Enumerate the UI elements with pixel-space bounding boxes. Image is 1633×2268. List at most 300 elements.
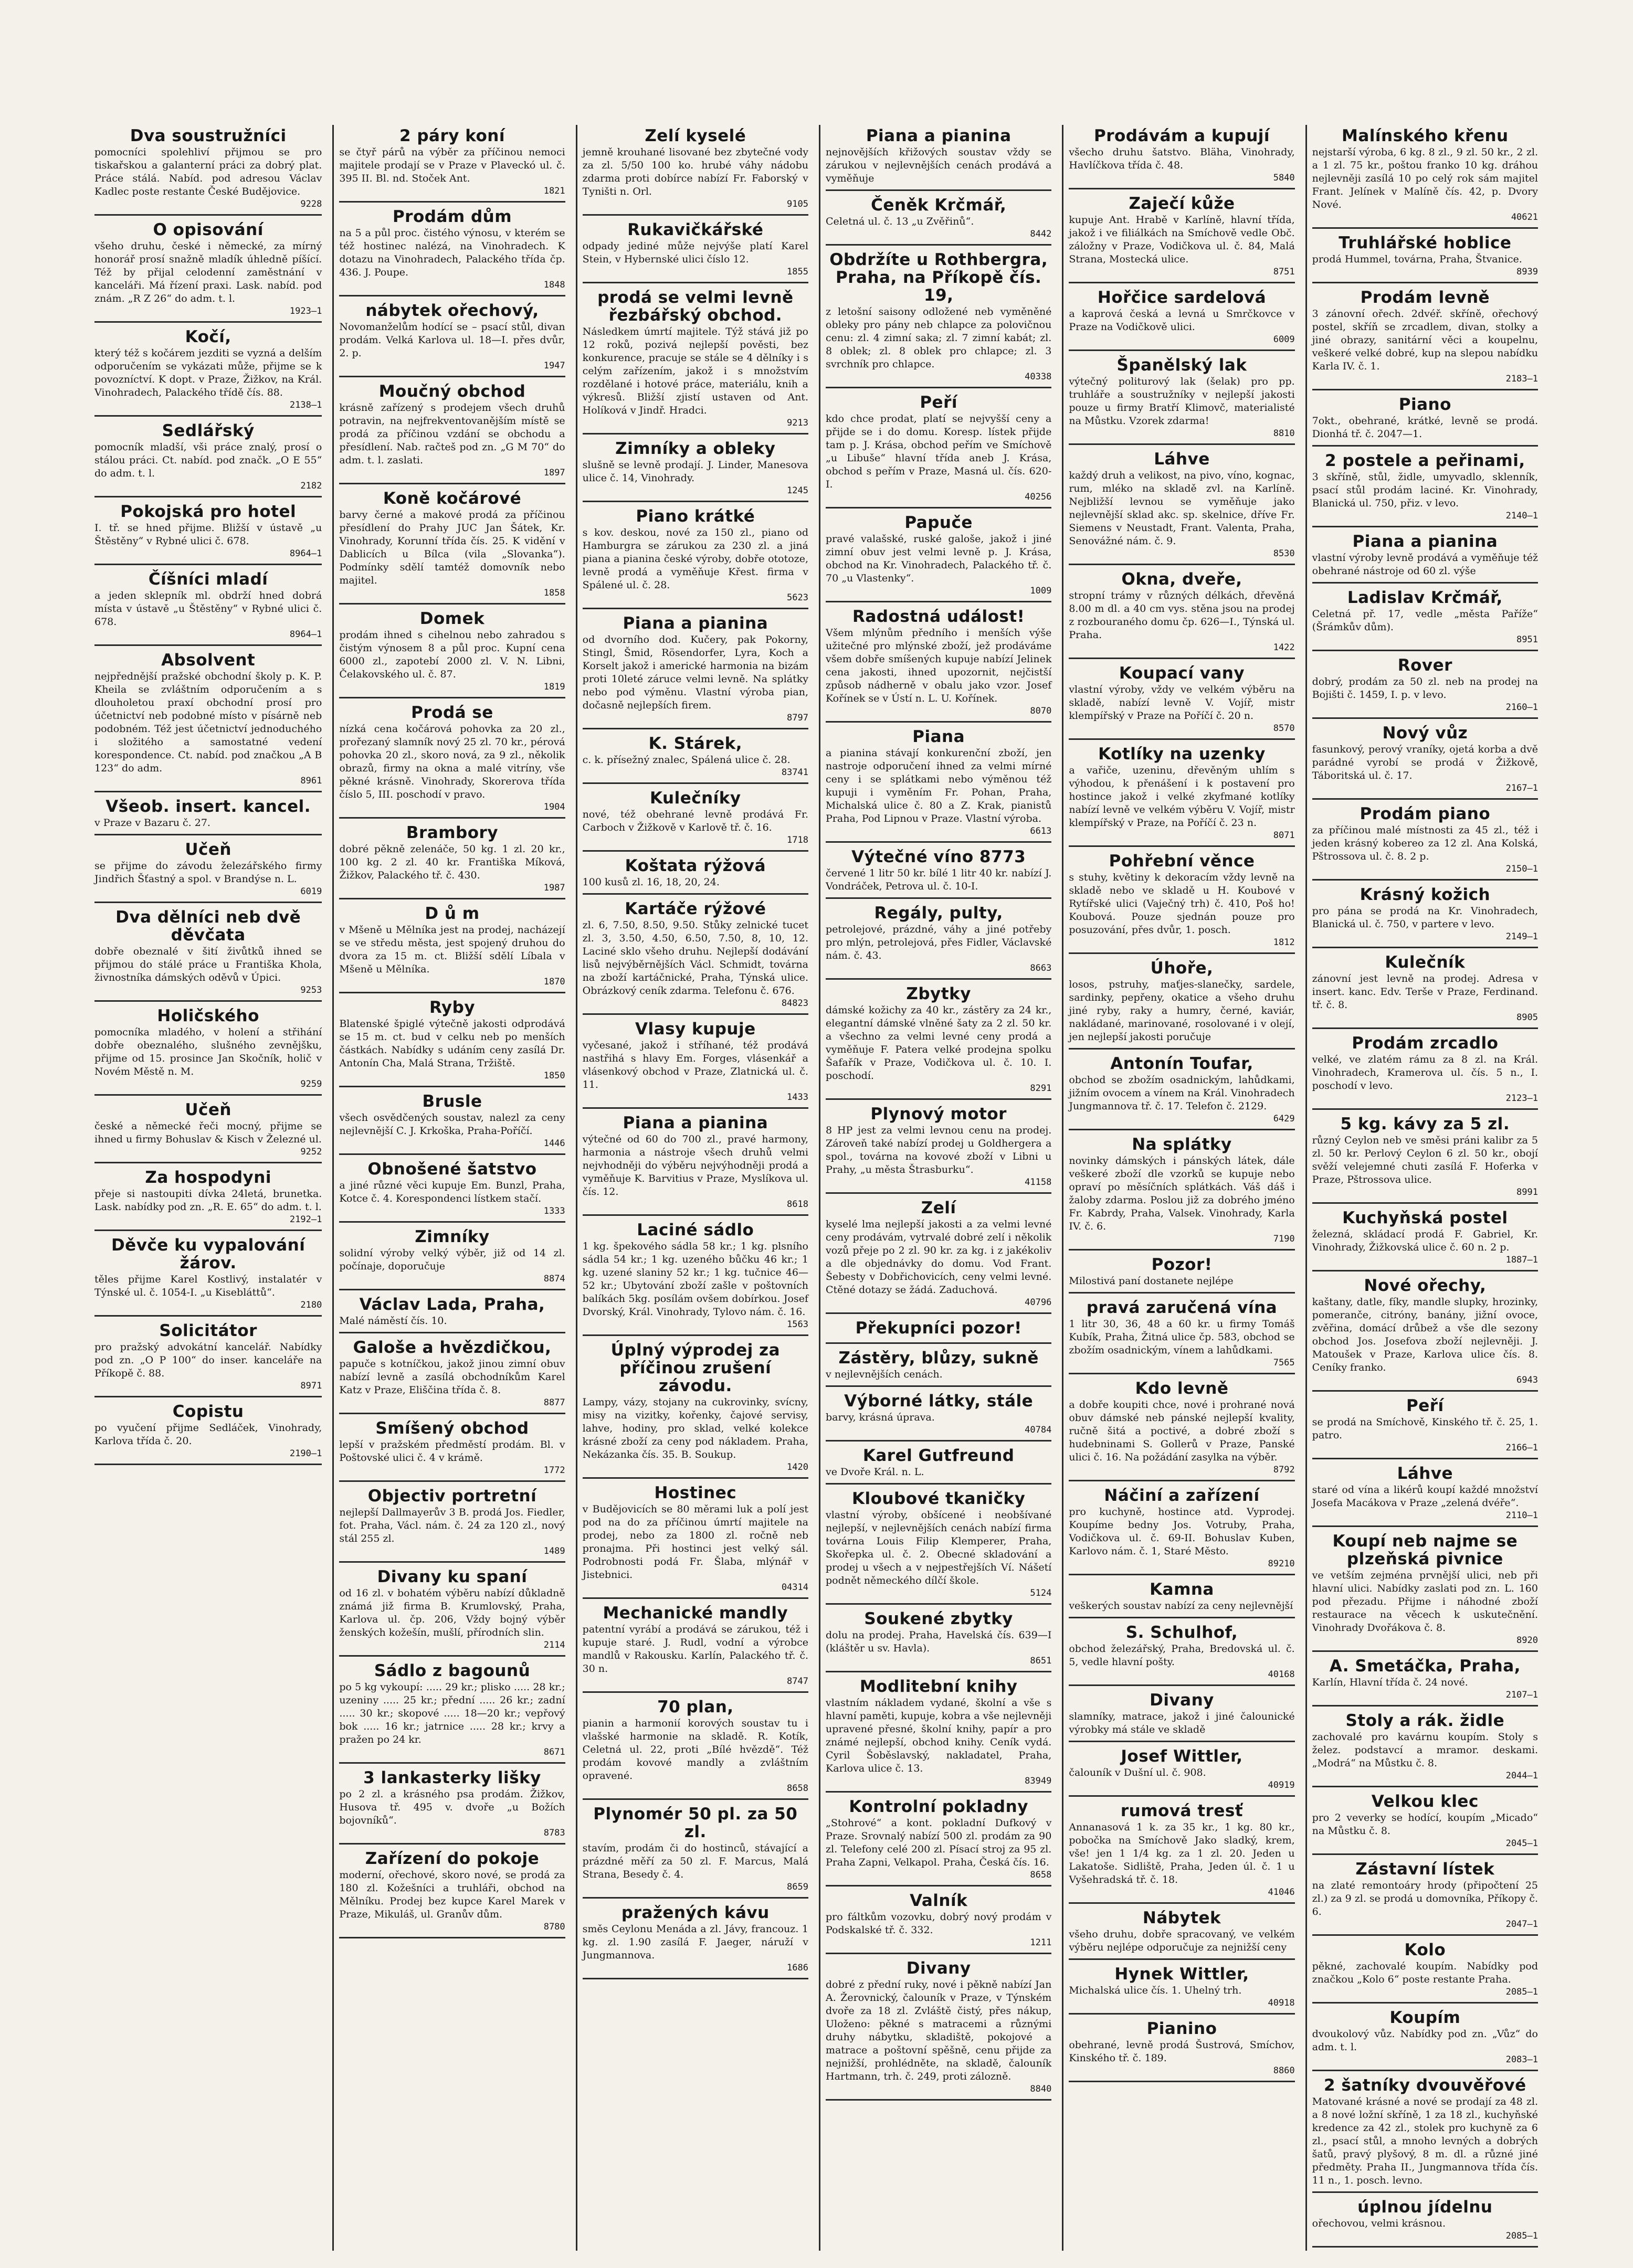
classified-ad — [826, 1317, 1051, 1344]
classified-ad — [1312, 2196, 1538, 2248]
classified-ad — [339, 206, 565, 296]
ad-heading: 2 postele a peřinami, — [1325, 451, 1525, 470]
ad-reference-number: 8751 — [1273, 267, 1295, 277]
ad-reference-number: 8971 — [300, 1381, 322, 1391]
ad-heading: Rover — [1397, 656, 1452, 675]
classified-ad — [94, 420, 322, 497]
ad-reference-number: 1009 — [1030, 586, 1052, 596]
ad-body: prodám ihned s cihelnou nebo zahradou s čistým výnosem 8 a půl proc. Kupní cena 6000 zl., zapotebí 2000 zl. V. N. Libni, Čelakovského ul. č. 87. — [339, 629, 565, 680]
ad-heading: Dva soustružníci — [130, 126, 287, 145]
ad-body: těles přijme Karel Kostlivý, instalatér v Týnské ul. č. 1054-I. „u Kisebláttů“. — [94, 1274, 322, 1298]
ad-body: Celetná ul. č. 13 „u Zvěřinů“. — [826, 216, 974, 227]
classified-ad — [339, 1566, 565, 1657]
ad-heading: Malínského křenu — [1342, 126, 1509, 145]
classified-ad — [1312, 125, 1538, 229]
classified-ad — [339, 1767, 565, 1845]
ad-reference-number: 8658 — [787, 1783, 808, 1794]
classified-ad — [1312, 1939, 1538, 2004]
classified-ad — [583, 1112, 808, 1216]
ad-heading: prodá se velmi levně řezbářský obchod. — [597, 288, 794, 325]
ad-reference-number: 89210 — [1268, 1559, 1295, 1569]
ad-reference-number: 1245 — [787, 485, 808, 496]
ad-body: výtečné od 60 do 700 zl., pravé harmony, harmonia a nástroje všech druhů velmi nejvhodněji do výběru nejvýhodněji prodá a vyměňuje K. Barvitius v Praze, Myslíkova ul. čís. 12. — [582, 1133, 808, 1197]
classified-ad — [826, 1445, 1051, 1485]
ad-reference-number: 8905 — [1516, 1012, 1538, 1023]
ad-heading: Hynek Wittler, — [1114, 1965, 1249, 1984]
ad-reference-number: 1686 — [787, 1963, 808, 1973]
classified-ad — [826, 1197, 1051, 1314]
ad-reference-number: 6943 — [1516, 1375, 1538, 1385]
ad-heading: Zařízení do pokoje — [365, 1849, 540, 1868]
ad-body: pomocníka mladého, v holení a střihání dobře obeznalého, slušného zevnějšku, přijme od 15. prosince Jan Skočník, holič v Novém Městě n. M. — [94, 1026, 322, 1077]
ad-heading: Piana a pianina — [623, 614, 768, 633]
classified-ad — [583, 505, 808, 609]
classified-ad — [1069, 1621, 1294, 1686]
ad-body: různý Ceylon neb ve směsi práni kalibr za 5 zl. 50 kr. Perlový Ceylon 6 zl. 50 kr., obojí svěží velejemné chuti zasílá F. Hoferka v Praze, Pštrossova ulice. — [1312, 1135, 1538, 1185]
ad-heading: Radostná událost! — [852, 607, 1025, 626]
ad-reference-number: 6019 — [300, 886, 322, 897]
ad-body: v Budějovicích se 80 měrami luk a polí jest pod na do za příčinou úmrtí majitele na prodej, nebo za 1800 zl. ročně neb pronajma. Při hostinci jest velký sál. Podrobnosti podá Fr. Šlaba, mlýnář v Jistebnici. — [582, 1503, 808, 1581]
classified-ad — [583, 287, 808, 434]
ad-heading: Piana a pianina — [1352, 532, 1498, 551]
ad-heading: Kotlíky na uzenky — [1098, 745, 1266, 764]
ad-reference-number: 1563 — [787, 1319, 808, 1330]
classified-ad — [583, 125, 808, 216]
ad-reference-number: 8874 — [543, 1274, 565, 1284]
classified-ad — [583, 1696, 808, 1800]
classified-ad — [339, 1158, 565, 1223]
ad-reference-number: 40784 — [1025, 1425, 1052, 1435]
classified-ad — [339, 1294, 565, 1333]
ad-body: staré od vína a likérů koupí každé množství Josefa Macákova v Praze „zelená dvéře“. — [1312, 1484, 1538, 1509]
ad-body: dvoukolový vůz. Nabídky pod zn. „Vůz“ do adm. t. l. — [1312, 2028, 1538, 2053]
ad-body: dobré pěkně zelenáče, 50 kg. 1 zl. 20 kr., 100 kg. 2 zl. 40 kr. Františka Míková, Žižkov, Palackého tř. č. 430. — [339, 843, 565, 881]
ad-reference-number: 1211 — [1030, 1937, 1052, 1948]
ad-body: stropní trámy v různých délkách, dřevěná 8.00 m dl. a 40 cm vys. stěna jsou na prodej z rozbouraného domu čp. 626—I., Týnská ul. Praha. — [1069, 590, 1295, 641]
ad-body: 100 kusů zl. 16, 18, 20, 24. — [582, 876, 720, 888]
classified-ad — [1069, 1963, 1294, 2015]
ad-heading: S. Schulhof, — [1125, 1623, 1238, 1642]
ad-reference-number: 2180 — [300, 1300, 322, 1310]
classified-ad — [339, 1660, 565, 1764]
classified-ad — [1312, 1530, 1538, 1652]
ad-heading: Pozor! — [1151, 1255, 1213, 1274]
ad-reference-number: 8291 — [1030, 1083, 1052, 1094]
ad-reference-number: 83741 — [781, 767, 808, 778]
ad-reference-number: 1422 — [1273, 642, 1295, 653]
ad-heading: Stoly a rák. židle — [1345, 1711, 1505, 1730]
ad-body: ve Dvoře Král. n. L. — [826, 1466, 924, 1478]
ad-body: odpady jediné může nejvýše platí Karel Stein, v Hybernské ulici číslo 12. — [582, 240, 808, 265]
ad-reference-number: 2085—1 — [1505, 2231, 1538, 2241]
ad-body: zachovalé pro kavárnu koupím. Stoly s želez. podstavcí a mramor. deskami. „Modrá“ na Můstku č. 8. — [1312, 1731, 1538, 1769]
classified-ad — [339, 487, 565, 605]
ad-body: který též s kočárem jezditi se vyzná a delším odporučením se vykázati může, přijme se k povozníctví. K dopt. v Praze, Žižkov, na Král. Vinohradech, Palackého třídě čís. 88. — [94, 347, 322, 398]
ad-heading: Kartáče rýžové — [625, 899, 766, 918]
classified-ad — [339, 1226, 565, 1290]
ad-heading: Zástavní lístek — [1355, 1860, 1495, 1879]
ad-heading: Kamna — [1150, 1580, 1214, 1599]
classified-ad — [339, 1337, 565, 1414]
classified-ad — [1069, 193, 1294, 283]
classified-ad — [583, 855, 808, 895]
ad-body: solidní výroby velký výběr, již od 14 zl. počínaje, doporučuje — [339, 1247, 565, 1272]
ad-body: Milostivá paní dostanete nejlépe — [1069, 1275, 1234, 1287]
ad-reference-number: 04314 — [781, 1582, 808, 1593]
classified-ad — [826, 249, 1051, 388]
ad-heading: Brambory — [406, 823, 499, 842]
classified-ad — [1312, 287, 1538, 390]
ad-reference-number: 40919 — [1268, 1780, 1295, 1790]
classified-ad — [94, 326, 322, 417]
ad-body: slušně se levně prodají. J. Linder, Manesova ulice č. 14, Vinohrady. — [582, 459, 808, 484]
classified-ad — [1312, 951, 1538, 1029]
ad-body: dolu na prodej. Praha, Havelská čís. 639—I (kláštěr u sv. Havla). — [826, 1629, 1052, 1654]
ad-heading: Výborné látky, stále — [844, 1392, 1034, 1411]
ad-reference-number: 2083—1 — [1505, 2054, 1538, 2065]
ad-reference-number: 2190—1 — [289, 1448, 322, 1459]
ad-body: po 5 kg vykoupí: ..... 29 kr.; plisko ..... 28 kr.; uzeniny ..... 25 kr.; přední ..... 26 kr.; zadní ..... 30 kr.; skopové ..... 18—20 kr.; vepřový bok ..... 16 kr.; jatrnice ..... 28 kr.; krvy a pražen po 24 kr. — [339, 1681, 565, 1745]
classified-ad — [583, 438, 808, 502]
ad-reference-number: 5623 — [787, 592, 808, 603]
ad-reference-number: 1870 — [543, 977, 565, 987]
ad-body: v Praze v Bazaru č. 27. — [94, 817, 210, 829]
ad-heading: Prodám piano — [1360, 804, 1491, 823]
ad-body: čalouník v Dušní ul. č. 908. — [1069, 1767, 1206, 1778]
classified-ad — [1069, 850, 1294, 954]
classified-ad — [1069, 1578, 1294, 1618]
ad-reference-number: 8939 — [1516, 267, 1538, 277]
ad-heading: Regály, pulty, — [874, 904, 1003, 923]
ad-heading: A. Smetáčka, Praha, — [1329, 1657, 1521, 1676]
ad-reference-number: 2123—1 — [1505, 1093, 1538, 1104]
ad-heading: Solicitátor — [159, 1321, 257, 1340]
ad-heading: O opisování — [153, 220, 264, 239]
classified-ad — [339, 300, 565, 377]
ad-reference-number: 8920 — [1516, 1635, 1538, 1646]
classified-ad — [826, 194, 1051, 246]
ad-heading: Ryby — [429, 998, 476, 1017]
ad-body: a kaprová česká a levná u Smrčkovce v Praze na Vodičkově ulici. — [1069, 308, 1295, 333]
ad-heading: Zástěry, blůzy, sukně — [838, 1349, 1039, 1368]
ad-body: obchod se zbožím osadnickým, lahůdkami, jižním ovocem a vínem na Král. Vinohradech Jungmannova tř. č. 17. Telefon č. 2129. — [1069, 1074, 1295, 1112]
ad-reference-number: 1923—1 — [289, 306, 322, 316]
ad-heading: Modlitební knihy — [859, 1677, 1018, 1696]
ad-reference-number: 8651 — [1030, 1656, 1052, 1666]
ad-body: a jiné různé věci kupuje Em. Bunzl, Praha, Kotce č. 4. Korespondenci lístkem stačí. — [339, 1180, 565, 1204]
ad-body: dobré z přední ruky, nové i pěkně nabízí Jan A. Žerovnický, čalouník v Praze, v Týnském dvoře za 18 zl. Zvláště čistý, přes nákup, Uloženo: pěkné s matracemi a různými druhy nábytku, skladiště, pokojové a matrace a poštovní spěšně, cenu přijde za nejnižší, prohlédněte, na skladě, čalouník Hartmann, trh. č. 249, proti zálozně. — [826, 1979, 1052, 2082]
ad-body: se přijme do závodu železářského firmy Jindřich Šťastný a spol. v Brandýse n. L. — [94, 860, 322, 885]
classified-ad — [339, 702, 565, 819]
ad-heading: Plynový motor — [870, 1105, 1007, 1124]
ad-heading: 2 šatníky dvouvěřové — [1323, 2076, 1526, 2095]
ad-body: pro fáltkům vozovku, dobrý nový prodám v Podskalské tř. č. 332. — [826, 1911, 1052, 1936]
classified-ad — [1312, 587, 1538, 651]
classified-ad — [583, 1902, 808, 1979]
ad-body: lepší v pražském předměstí prodám. Bl. v Poštovské ulici č. 4 v krámě. — [339, 1439, 565, 1464]
ad-heading: Soukené zbytky — [864, 1609, 1013, 1628]
ad-body: Matované krásné a nové se prodají za 48 zl. a 8 nové ložní skříně, 1 za 18 zl., kuchyňské kredence za 42 zl., stolek pro kuchyně za 6 zl., psací stůl, a mnoho levných a dobrých šatů, pravý plyšový, 8 m. dl. a různé jiné předměty. Praha II., Jungmannova třída čís. 11 n., 1. posch. levno. — [1312, 2096, 1538, 2186]
classified-ad — [94, 1099, 322, 1163]
ad-reference-number: 8810 — [1273, 428, 1295, 439]
ad-body: od 16 zl. v bohatém výběru nabízí důkladně známá již firma B. Krumlovský, Praha, Karlova ul. čp. 206, Vždy bojný výběr ženských kožešín, mušlí, přírodních slin. — [339, 1587, 565, 1638]
ad-reference-number: 1821 — [543, 186, 565, 196]
classified-ad — [826, 983, 1051, 1100]
classified-ad — [1312, 531, 1538, 584]
classified-ad — [583, 787, 808, 852]
ad-heading: Holičského — [157, 1006, 259, 1025]
classified-ad — [1312, 2007, 1538, 2071]
classified-ad — [1069, 1689, 1294, 1742]
ad-reference-number: 8071 — [1273, 830, 1295, 841]
ad-reference-number: 2107—1 — [1505, 1690, 1538, 1700]
ad-body: papuče s kotníčkou, jakož jinou zimní obuv nabízí levně a zasílá obchodníkům Karel Katz v Praze, Eliščina třída č. 8. — [339, 1358, 565, 1396]
classified-ad — [1069, 568, 1294, 659]
ad-body: vlastní výroby, vždy ve velkém výběru na skladě, nabízí levně V. Vojíř, mistr klempířský v Praze na Poříčí č. 20 n. — [1069, 684, 1295, 722]
classified-ad — [1069, 1485, 1294, 1575]
ad-body: barvy, krásná úprava. — [826, 1412, 935, 1423]
classified-ad — [1069, 125, 1294, 189]
ad-body: vyčesané, jakož i stříhané, též prodává nastřihá s hlavy Em. Forges, vlásenkář a vlásenkový obchod v Praze, Zlatnická ul. č. 11. — [582, 1040, 808, 1090]
ad-body: ořechovou, velmi krásnou. — [1312, 2218, 1446, 2229]
column-4 — [819, 125, 1057, 2251]
ad-heading: Zelí — [921, 1199, 956, 1217]
ad-reference-number: 8780 — [543, 1922, 565, 1932]
ad-reference-number: 1887—1 — [1505, 1255, 1538, 1265]
classified-ad — [826, 125, 1051, 191]
ad-body: stavím, prodám či do hostinců, stávající a prázdné měří za 50 zl. F. Marcus, Malá Strana, Besedy č. 4. — [582, 1842, 808, 1880]
classified-ad — [1312, 232, 1538, 283]
ad-heading: Prodám levně — [1360, 288, 1490, 307]
classified-ad — [583, 1018, 808, 1109]
classified-ad — [826, 1488, 1051, 1605]
ad-body: fasunkový, perový vraníky, ojetá korba a dvě parádné vyrobí se prodá v Žižkově, Táboritská ul. č. 17. — [1312, 744, 1538, 781]
ad-reference-number: 2150—1 — [1505, 864, 1538, 874]
classified-ad — [1069, 1254, 1294, 1294]
classified-ad — [1069, 957, 1294, 1050]
ad-heading: Zimníky a obleky — [615, 439, 776, 458]
classified-ad — [1312, 1710, 1538, 1787]
ad-reference-number: 8442 — [1030, 229, 1052, 239]
ad-heading: Kolo — [1404, 1941, 1446, 1959]
ad-body: 1 litr 30, 36, 48 a 60 kr. u firmy Tomáš Kubík, Praha, Žitná ulice čp. 583, obchod se zbožím osadnickým, vínem a lahůdkami. — [1069, 1318, 1295, 1356]
ad-reference-number: 9259 — [300, 1079, 322, 1089]
ad-heading: Pianino — [1146, 2019, 1217, 2038]
ad-heading: Peří — [920, 393, 957, 412]
ad-body: petrolejové, prázdné, váhy a jiné potřeby pro mlýn, petrolejová, přes Fidler, Václavské nám. č. 43. — [826, 924, 1052, 961]
ad-heading: Sádlo z bagounů — [374, 1661, 531, 1680]
ad-heading: Papuče — [904, 513, 973, 532]
column-1 — [89, 125, 327, 2251]
classified-ads-page — [89, 125, 1543, 2241]
ad-body: veškerých soustav nabízí za ceny nejlevnější — [1069, 1600, 1293, 1612]
ad-body: velké, ve zlatém rámu za 8 zl. na Král. Vinohradech, Kramerova ul. čís. 5 n., I. poschodí v levo. — [1312, 1054, 1538, 1091]
classified-ad — [583, 1803, 808, 1899]
ad-body: směs Ceylonu Menáda a zl. Jávy, francouz. 1 kg. zl. 1.90 zasílá F. Jaeger, náruží v Jungmannova. — [582, 1923, 808, 1961]
ad-heading: Děvče ku vypalování žárov. — [111, 1236, 305, 1273]
classified-ad — [583, 1602, 808, 1693]
classified-ad — [94, 219, 322, 323]
ad-reference-number: 8747 — [787, 1676, 808, 1687]
ad-heading: Okna, dveře, — [1121, 570, 1242, 589]
ad-body: všecho druhu šatstvo. Bläha, Vinohrady, Havlíčkova třída č. 48. — [1069, 146, 1295, 171]
classified-ad — [1069, 287, 1294, 351]
ad-body: od dvorního dod. Kučery, pak Pokorny, Stingl, Šmid, Rösendorfer, Lyra, Koch a Korselt jakož i americké harmonia na bizám proti 10leté záruce velmi levně. Na splátky nebo pod výměnu. Vlastní výroba pian, dočasně nejlepších firem. — [582, 634, 808, 711]
ad-body: zl. 6, 7.50, 8.50, 9.50. Stůky zelnické tucet zl. 3, 3.50, 4.50, 6.50, 7.50, 8, 10, 12. Laciné sklo všeho druhu. Nejlepší dodávání lisů nejvýběrnějších Václ. Schmidt, továrna na zboží kartáčnické, Praha, Týnská ulice. Obrázkový ceník zdarma. Telefonu č. 676. — [582, 919, 808, 997]
classified-ad — [583, 1482, 808, 1599]
ad-reference-number: 1987 — [543, 883, 565, 893]
ad-body: vlastní výroby levně prodává a vyměňuje též obehrané nástroje od 60 zl. výše — [1312, 552, 1538, 577]
ad-body: nové, též obehrané levně prodává Fr. Carboch v Žižkově v Karlově tř. č. 16. — [582, 809, 808, 833]
ad-heading: Nábytek — [1142, 1909, 1221, 1927]
ad-heading: Domek — [419, 609, 485, 628]
ad-reference-number: 8570 — [1273, 723, 1295, 734]
ad-body: barvy černé a makové prodá za příčinou přesídlení do Prahy JUC Jan Šátek, Kr. Vinohrady, Korunní třída čís. 25. K vidění v Dablicích u Bílca (vila „Slovanka“). Podmínky sdělí tamtéž domovník nebo majitel. — [339, 509, 565, 586]
ad-heading: Velkou klec — [1371, 1792, 1479, 1811]
classified-ad — [826, 606, 1051, 723]
ad-body: přeje si nastoupiti dívka 24letá, brunetka. Lask. nabídky pod zn. „R. E. 65“ do adm. t. l. — [94, 1188, 322, 1213]
ad-body: 8 HP jest za velmi levnou cenu na prodej. Zároveň také nabízí prodej u Goldhergera a spol., továrna na kovové zboží v Libni u Prahy, „u města Štrasburku“. — [826, 1125, 1052, 1175]
ad-body: a pianina stávají konkurenční zboží, jen nastroje odporučení ihned za velmi mírné ceny i se splátkami nebo výměnou též kupuji i vyměním Fr. Pohan, Praha, Michalská ulice č. 80 a Z. Krak, pianistů Praha, Pod Lipnou v Praze. Vlastní výroba. — [826, 747, 1052, 824]
classified-ad — [1312, 1655, 1538, 1707]
ad-heading: Čeněk Krčmář, — [871, 196, 1007, 215]
ad-body: ve vetším zejména prvnější ulici, neb při hlavní ulici. Nabídky zaslati pod zn. L. 160 pod přezadu. Přijme i náhodné zboží restaurace na věcech k uskutečnění. Vinohrady Dvořákova č. 8. — [1312, 1570, 1538, 1634]
ad-heading: Úhoře, — [1150, 959, 1214, 978]
ad-body: nejlepší Dallmayerův 3 B. prodá Jos. Fiedler, fot. Praha, Václ. nám. č. 24 za 120 zl., nový stál 255 zl. — [339, 1507, 565, 1544]
ad-reference-number: 41158 — [1025, 1177, 1052, 1188]
ad-body: pro pražský advokátní kancelář. Nabídky pod zn. „O P 100“ do inser. kanceláře na Příkopě č. 88. — [94, 1341, 322, 1379]
classified-ad — [1312, 1395, 1538, 1459]
ad-heading: Láhve — [1397, 1464, 1453, 1483]
ad-reference-number: 8792 — [1273, 1465, 1295, 1475]
ad-heading: Josef Wittler, — [1121, 1747, 1243, 1766]
classified-ad — [1069, 448, 1294, 565]
ad-body: obehrané, levně prodá Šustrová, Smíchov, Kinského tř. č. 189. — [1069, 2039, 1295, 2064]
ad-heading: Kloubové tkaničky — [852, 1489, 1026, 1508]
ad-heading: Láhve — [1154, 450, 1210, 469]
ad-heading: 3 lankasterky lišky — [363, 1768, 541, 1787]
ad-heading: Divany — [1150, 1691, 1214, 1710]
ad-body: pro kuchyně, hostince atd. Vyprodej. Koupíme bedny Jos. Votruby, Praha, Vodičkova ul. č. 69-II. Bohuslav Kuben, Karlovo nám. č. 1, Staré Město. — [1069, 1506, 1295, 1557]
ad-heading: Překupníci pozor! — [855, 1319, 1022, 1338]
classified-ad — [94, 1167, 322, 1231]
ad-body: Následkem úmrtí majitele. Týž stává již po 12 roků, pozivá nejlepší pověsti, bez konkurence, pracuje se stále se 4 dělníky i s celým zařízením, jakož i s množstvím rozdělané i hotové práce, materiálu, knih a výkresů. Bližší zjistí ustaven od Ant. Holíková v Jindř. Hradci. — [582, 326, 808, 416]
ad-reference-number: 83949 — [1025, 1776, 1052, 1786]
classified-ad — [1312, 722, 1538, 800]
ad-reference-number: 8618 — [787, 1199, 808, 1210]
ad-body: Všem mlýnům předního i menších výše užitečné pro mlýnské zboží, jež prodáváme všem dobře smíšených kupuje nabízí Jelinek cena jakosti, ihned upozornit, nejčistší způsob nádherně v obalu jako vzor. Josef Kořínek se v Ústí n. L. U. Kořínek. — [826, 627, 1052, 704]
classified-ad — [1069, 1745, 1294, 1797]
ad-heading: Moučný obchod — [378, 382, 526, 401]
ad-body: za příčinou malé místnosti za 45 zl., též i jeden krásný kobereo za 12 zl. Ana Kolská, Pštrossova ul. č. 8. 2 p. — [1312, 824, 1538, 862]
classified-ad — [826, 512, 1051, 602]
ad-reference-number: 2114 — [543, 1640, 565, 1650]
ad-reference-number: 9213 — [787, 418, 808, 428]
ad-reference-number: 1848 — [543, 280, 565, 290]
ad-reference-number: 8659 — [787, 1882, 808, 1892]
ad-reference-number: 2044—1 — [1505, 1771, 1538, 1781]
ad-heading: Galoše a hvězdičkou, — [353, 1338, 552, 1357]
ad-heading: Učeň — [185, 840, 231, 859]
ad-body: krásně zařízený s prodejem všech druhů potravin, na nejfrekventovanějším místě se prodá za příčinou vzdání se obchodu a přesídlení. Nab. račteš pod zn. „G M 70“ do adm. t. l. zaslati. — [339, 402, 565, 466]
ad-reference-number: 40796 — [1025, 1297, 1052, 1308]
ad-heading: Nové ořechy, — [1364, 1276, 1487, 1295]
classified-ad — [94, 568, 322, 646]
ad-reference-number: 1855 — [787, 267, 808, 277]
ad-body: české a německé řeči mocný, přijme se ihned u firmy Bohuslav & Kisch v Železné ul. — [94, 1120, 322, 1145]
ad-heading: Václav Lada, Praha, — [359, 1295, 545, 1314]
ad-body: Karlín, Hlavní třída č. 24 nové. — [1312, 1677, 1468, 1688]
ad-reference-number: 8840 — [1030, 2084, 1052, 2094]
classified-ad — [339, 380, 565, 484]
classified-ad — [339, 608, 565, 698]
ad-body: červené 1 litr 50 kr. bílé 1 litr 40 kr. nabízí J. Vondráček, Petrova ul. č. 10-I. — [826, 867, 1052, 892]
ad-reference-number: 40256 — [1025, 492, 1052, 502]
ad-heading: Prodávám a kupují — [1093, 126, 1270, 145]
ad-heading: 5 kg. kávy za 5 zl. — [1340, 1115, 1510, 1133]
classified-ad — [583, 898, 808, 1015]
classified-ad — [339, 125, 565, 203]
ad-body: kyselé lma nejlepší jakosti a za velmi levné ceny prodávám, vytrvalé dobré zelí i několik vozů přeje po 2 zl. 90 kr. za kg. i z jakékoliv a dle objednávky do domu. Vod Frant. Šebesty v Dobřichovicích, ceny velmi levné. Ctěné dotazy se žádá. Zaduchová. — [826, 1218, 1052, 1296]
ad-reference-number: 1489 — [543, 1546, 565, 1556]
ad-body: dobře obeznalé v šití živůtků ihned se přijmou do stálé práce u Františka Khola, živnostníka dámských oděvů v Úpici. — [94, 946, 322, 983]
ad-body: železná, skládací prodá F. Gabriel, Kr. Vinohrady, Žižkovská ulice č. 60 n. 2 p. — [1312, 1228, 1538, 1253]
classified-ad — [583, 1339, 808, 1479]
ad-reference-number: 40338 — [1025, 372, 1052, 382]
ad-body: všeho druhu, české i německé, za mírný honorář prosí snažně mladík úhledně píšící. Též by přijal celodenní zaměstnání v kanceláři. Má řízení praxi. Lask. nabíd. pod znám. „R Z 26“ do adm. t. l. — [94, 240, 322, 304]
classified-ad — [1069, 662, 1294, 740]
ad-reference-number: 40918 — [1268, 1998, 1295, 2008]
classified-ad — [1312, 803, 1538, 881]
ad-reference-number: 1947 — [543, 361, 565, 371]
ad-reference-number: 1858 — [543, 588, 565, 598]
ad-heading: Výtečné víno 8773 — [851, 847, 1026, 866]
ad-heading: Nový vůz — [1382, 724, 1468, 743]
ad-heading: Kuchyňská postel — [1342, 1209, 1508, 1227]
classified-ad — [1069, 1053, 1294, 1130]
classified-ad — [1312, 884, 1538, 948]
ad-heading: Za hospodyni — [145, 1168, 271, 1187]
ad-reference-number: 1446 — [543, 1138, 565, 1149]
ad-body: pomocníci spolehliví přijmou se pro tiskařskou a galanterní práci za dobrý plat. Práce stálá. Nabíd. pod adresou Václav Kadlec poste restante České Budějovice. — [94, 146, 322, 197]
ad-reference-number: 1718 — [787, 835, 808, 845]
ad-heading: Objectiv portretní — [367, 1487, 537, 1506]
ad-body: pro pána se prodá na Kr. Vinohradech, Blanická ul. č. 750, v partere v levo. — [1312, 905, 1538, 930]
ad-heading: Kdo levně — [1135, 1379, 1229, 1398]
ad-heading: Na splátky — [1132, 1135, 1232, 1154]
ad-reference-number: 84823 — [781, 998, 808, 1009]
ad-reference-number: 7190 — [1273, 1234, 1295, 1244]
classified-ad — [826, 1796, 1051, 1887]
classified-ad — [1069, 1133, 1294, 1250]
ad-body: nejstarší výroba, 6 kg. 8 zl., 9 zl. 50 kr., 2 zl. a 1 zl. 75 kr., poštou franko 10 kg. dráhou nejlevněji zasílá 10 po celý rok sám majitel Frant. Jelínek v Malíně čís. 42, p. Dvory Nové. — [1312, 146, 1538, 210]
ad-reference-number: 5124 — [1030, 1588, 1052, 1598]
classified-ad — [339, 1485, 565, 1563]
ad-body: nejpřednější pražské obchodní školy p. K. P. Kheila se zvláštním odporučením a s dlouholetou praxí obchodní prosí pro účetnictví neb podobné místo v písárně neb podobném. Též jest účetnictví jednoduchého i složitého a samostatné vedení korespondence. Ct. nabíd. pod značkou „A B 123“ do adm. — [94, 671, 322, 774]
ad-heading: Kulečníky — [650, 789, 741, 808]
ad-heading: Koupí neb najme se plzeňská pivnice — [1332, 1532, 1518, 1568]
ad-body: nejnovějších křižových soustav vždy se zárukou v nejlevnějších cenách prodává a vyměňuje — [826, 146, 1052, 184]
ad-heading: Obdržíte u Rothbergra, Praha, na Příkopě čís. 19, — [829, 250, 1048, 305]
classified-ad — [339, 1090, 565, 1155]
ad-heading: Číšníci mladí — [148, 570, 268, 589]
ad-heading: Náčiní a zařízení — [1104, 1486, 1260, 1505]
classified-ad — [826, 1676, 1051, 1793]
ad-reference-number: 1433 — [787, 1092, 808, 1103]
ad-body: dobrý, prodám za 50 zl. neb na prodej na Bojišti č. 1459, I. p. v levo. — [1312, 676, 1538, 701]
ad-reference-number: 2183—1 — [1505, 374, 1538, 384]
ad-heading: Piana a pianina — [866, 126, 1012, 145]
